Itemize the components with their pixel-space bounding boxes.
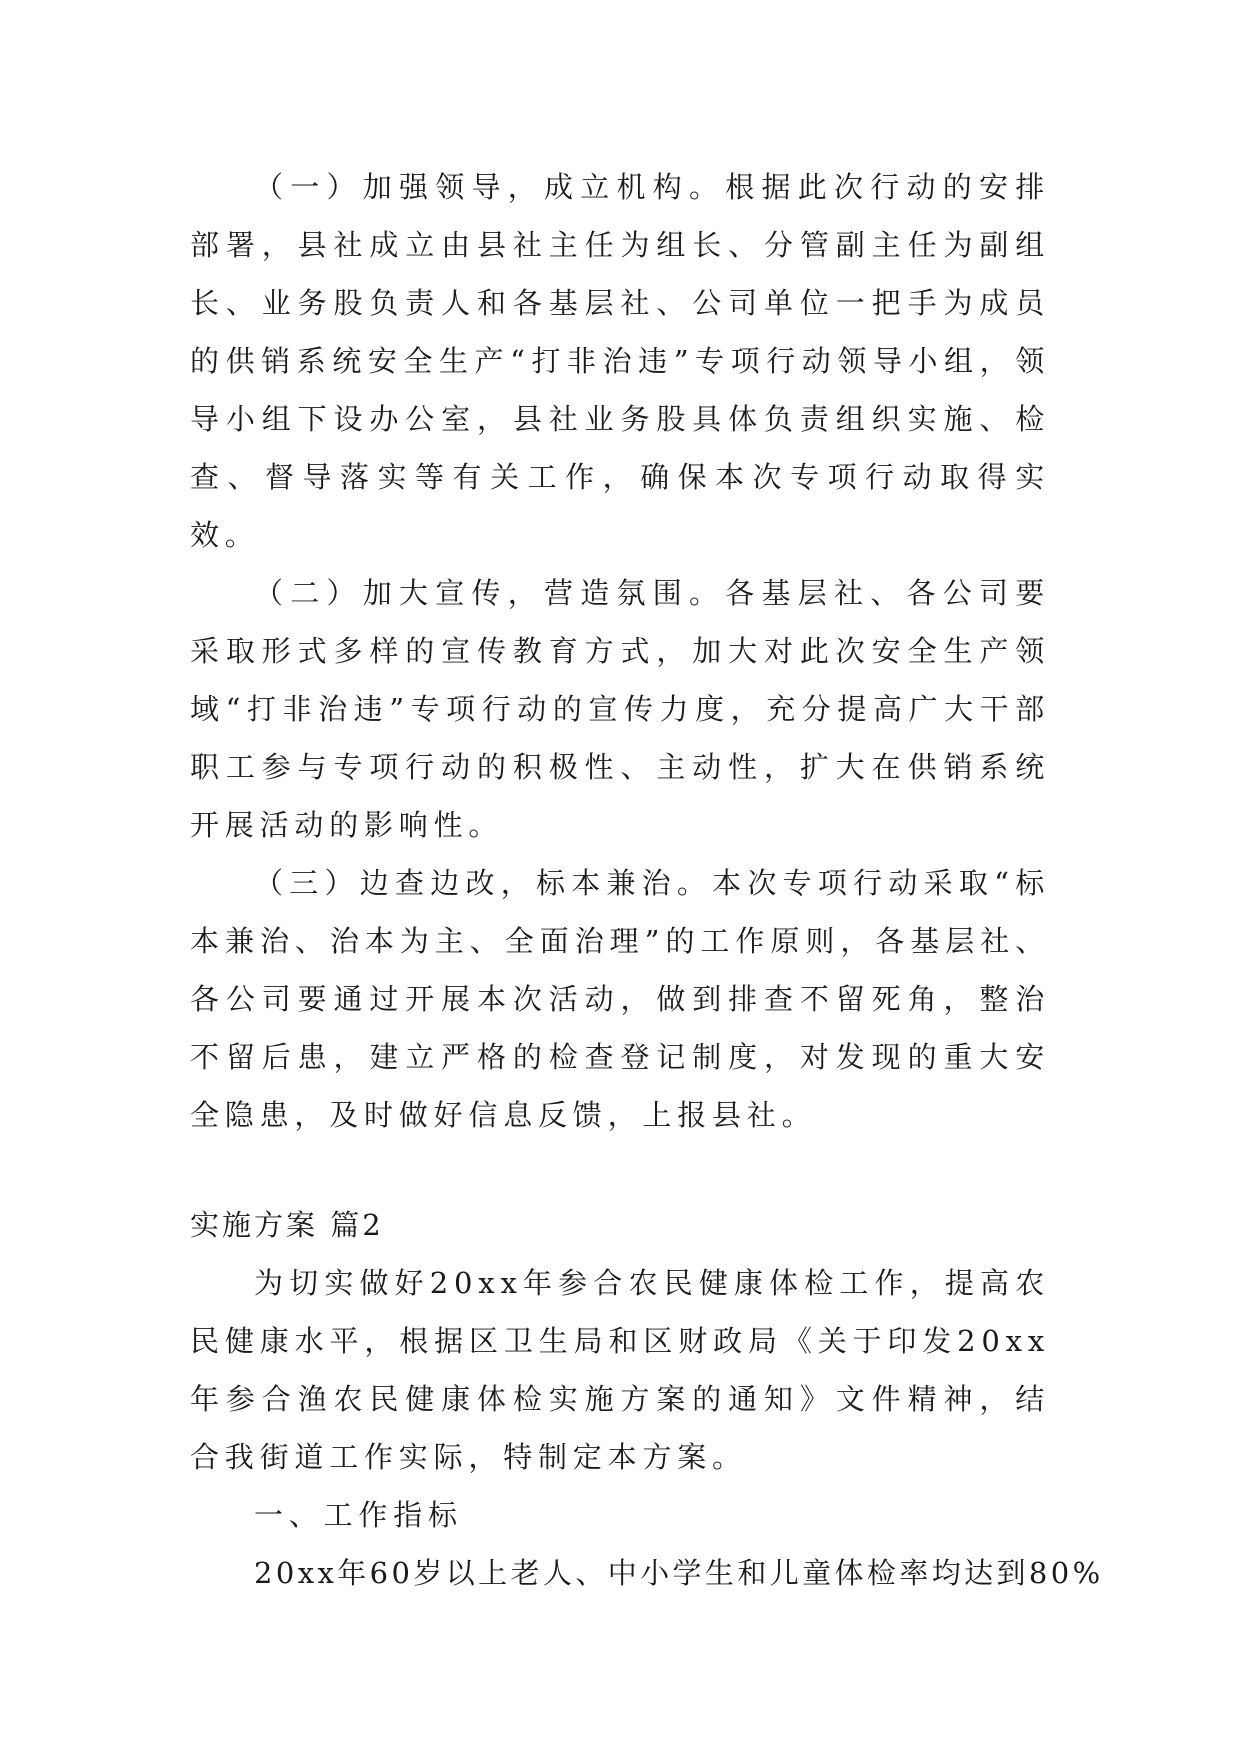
paragraph-leadership: （一）加强领导，成立机构。根据此次行动的安排部署，县社成立由县社主任为组长、分管副主任为副组长、业务股负责人和各基层社、公司单位一把手为成员的供销系统安全生产“打非治违”专项行动领导小组，领导小组下设办公室，县社业务股具体负责组织实施、检查、督导落实等有关工作，确保本次专项行动取得实效。 (190, 170, 1050, 552)
paragraph-rectification: （三）边查边改，标本兼治。本次专项行动采取“标本兼治、治本为主、全面治理”的工作原则，各基层社、各公司要通过开展本次活动，做到排查不留死角，整治不留后患，建立严格的检查登记制度，对发现的重大安全隐患，及时做好信息反馈，上报县社。 (190, 866, 1050, 1132)
paragraph-intro: 为切实做好20xx年参合农民健康体检工作，提高农民健康水平，根据区卫生局和区财政局《关于印发20xx年参合渔农民健康体检实施方案的通知》文件精神，结合我街道工作实际，特制定本方案。 (190, 1266, 1050, 1474)
paragraph-targets: 20xx年60岁以上老人、中小学生和儿童体检率均达到80% (254, 1556, 1104, 1590)
heading-work-targets: 一、工作指标 (254, 1498, 463, 1532)
section-title: 实施方案 篇2 (190, 1208, 384, 1242)
document-body (190, 158, 1104, 1602)
paragraph-publicity: （二）加大宣传，营造氛围。各基层社、各公司要采取形式多样的宣传教育方式，加大对此次安全生产领域“打非治违”专项行动的宣传力度，充分提高广大干部职工参与专项行动的积极性、主动性，扩大在供销系统开展活动的影响性。 (190, 576, 1050, 842)
